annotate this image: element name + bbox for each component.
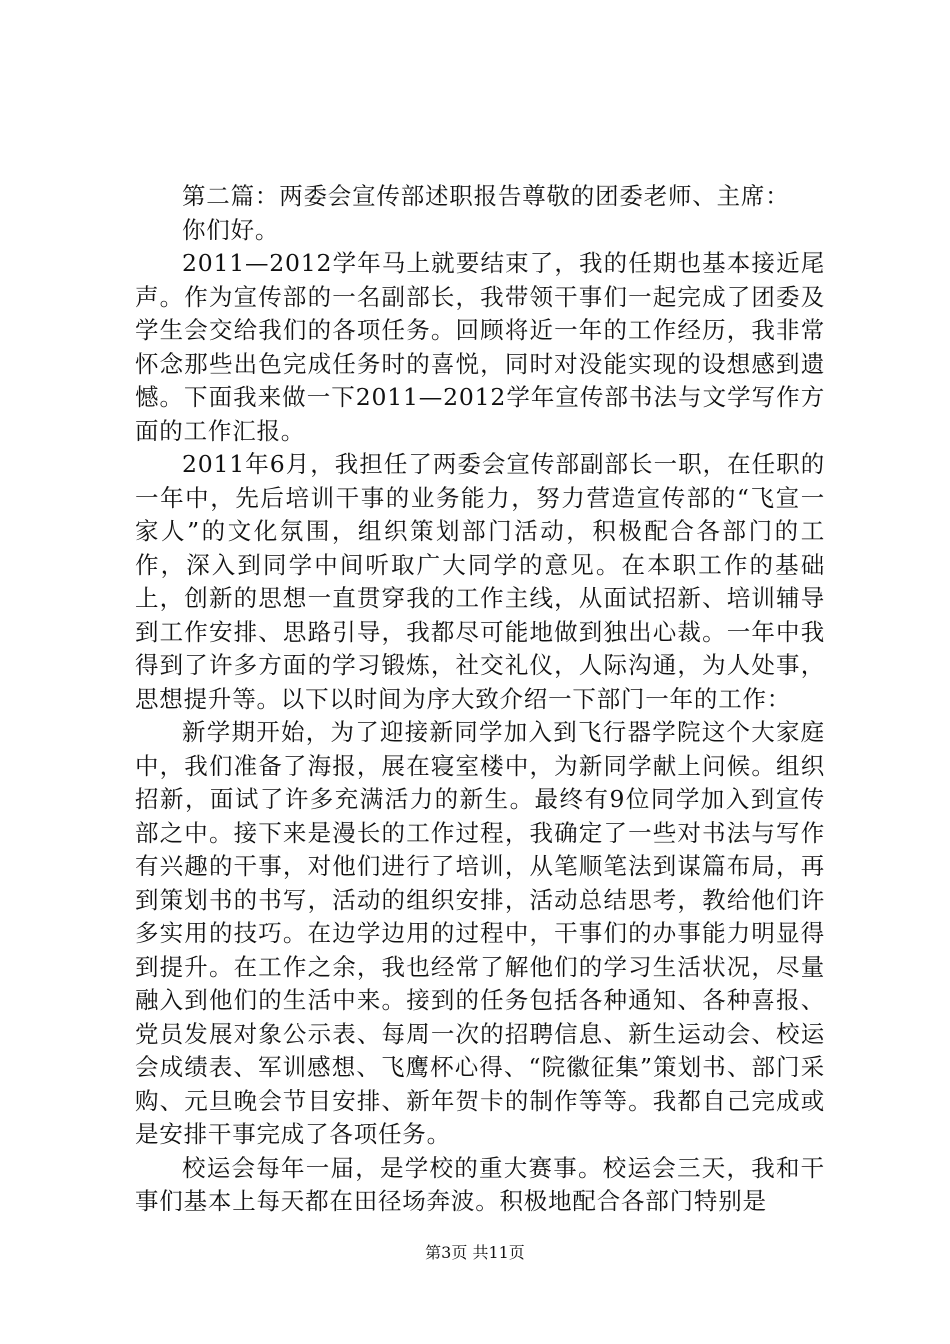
paragraph-new-semester: 新学期开始，为了迎接新同学加入到飞行器学院这个大家庭中，我们准备了海报，展在寝室楼中，为新同学献上问候。组织招新，面试了许多充满活力的新生。最终有9位同学加入到宣传部之中。接下来是漫长的工作过程，我确定了一些对书法与写作有兴趣的干事，对他们进行了培训，从笔顺笔法到谋篇布局，再到策划书的书写，活动的组织安排，活动总结思考，教给他们许多实用的技巧。在边学边用的过程中，干事们的办事能力明显得到提升。在工作之余，我也经常了解他们的学习生活状况，尽量融入到他们的生活中来。接到的任务包括各种通知、各种喜报、党员发展对象公示表、每周一次的招聘信息、新生运动会、校运会成绩表、军训感想、飞鹰杯心得、“院徽征集”策划书、部门采购、元旦晚会节目安排、新年贺卡的制作等等。我都自己完成或是安排干事完成了各项任务。	[135, 718, 825, 1148]
paragraph-greeting: 你们好。	[182, 215, 280, 244]
paragraph-title: 第二篇：两委会宣传部述职报告尊敬的团委老师、主席：	[182, 182, 790, 210]
paragraph-sports-meet: 校运会每年一届，是学校的重大赛事。校运会三天，我和干事们基本上每天都在田径场奔波。积极地配合各部门特别是	[135, 1153, 825, 1215]
document-body	[135, 180, 825, 1219]
paragraph-appointment: 2011年6月，我担任了两委会宣传部副部长一职，在任职的一年中，先后培训干事的业务能力，努力营造宣传部的“飞宣一家人”的文化氛围，组织策划部门活动，积极配合各部门的工作，深入到同学中间听取广大同学的意见。在本职工作的基础上，创新的思想一直贯穿我的工作主线，从面试招新、培训辅导到工作安排、思路引导，我都尽可能地做到独出心裁。一年中我得到了许多方面的学习锻炼，社交礼仪，人际沟通，为人处事，思想提升等。以下以时间为序大致介绍一下部门一年的工作：	[135, 450, 825, 713]
paragraph-intro: 2011—2012学年马上就要结束了，我的任期也基本接近尾声。作为宣传部的一名副部长，我带领干事们一起完成了团委及学生会交给我们的各项任务。回顾将近一年的工作经历，我非常怀念那些出色完成任务时的喜悦，同时对没能实现的设想感到遗憾。下面我来做一下2011—2012学年宣传部书法与文学写作方面的工作汇报。	[135, 249, 825, 445]
page-footer: 第3页 共11页	[425, 1243, 525, 1262]
